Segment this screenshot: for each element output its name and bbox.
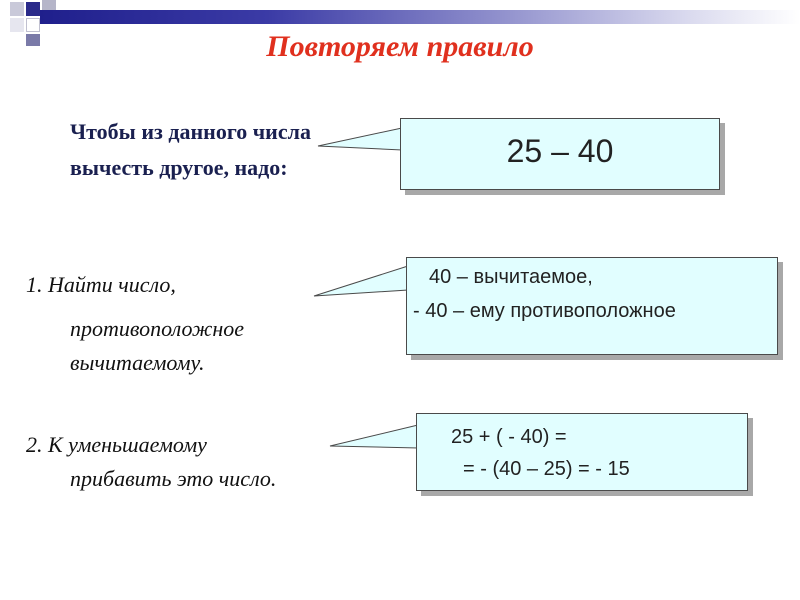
result-callout [416, 413, 748, 491]
result-line-2: = - (40 – 25) = - 15 [463, 458, 630, 480]
callout-pointer-2 [314, 266, 408, 296]
result-line-1: 25 + ( - 40) = [451, 426, 567, 448]
slide-title: Повторяем правило [266, 30, 534, 63]
step-2-description: прибавить это число. [70, 466, 277, 491]
expression-callout [400, 118, 720, 190]
subtrahend-line-1: 40 – вычитаемое, [429, 266, 593, 288]
step-2 [26, 428, 346, 496]
subtrahend-line-2: - 40 – ему противоположное [413, 300, 676, 322]
step-1-title: 1. Найти число, [26, 272, 176, 297]
subtrahend-callout [406, 257, 778, 355]
step-1-description: противоположное вычитаемому. [70, 316, 245, 375]
step-2-title: 2. К уменьшаемому [26, 432, 207, 457]
expression-text: 25 – 40 [506, 133, 614, 169]
rule-text: Чтобы из данного числа вычесть другое, надо: [70, 119, 311, 180]
